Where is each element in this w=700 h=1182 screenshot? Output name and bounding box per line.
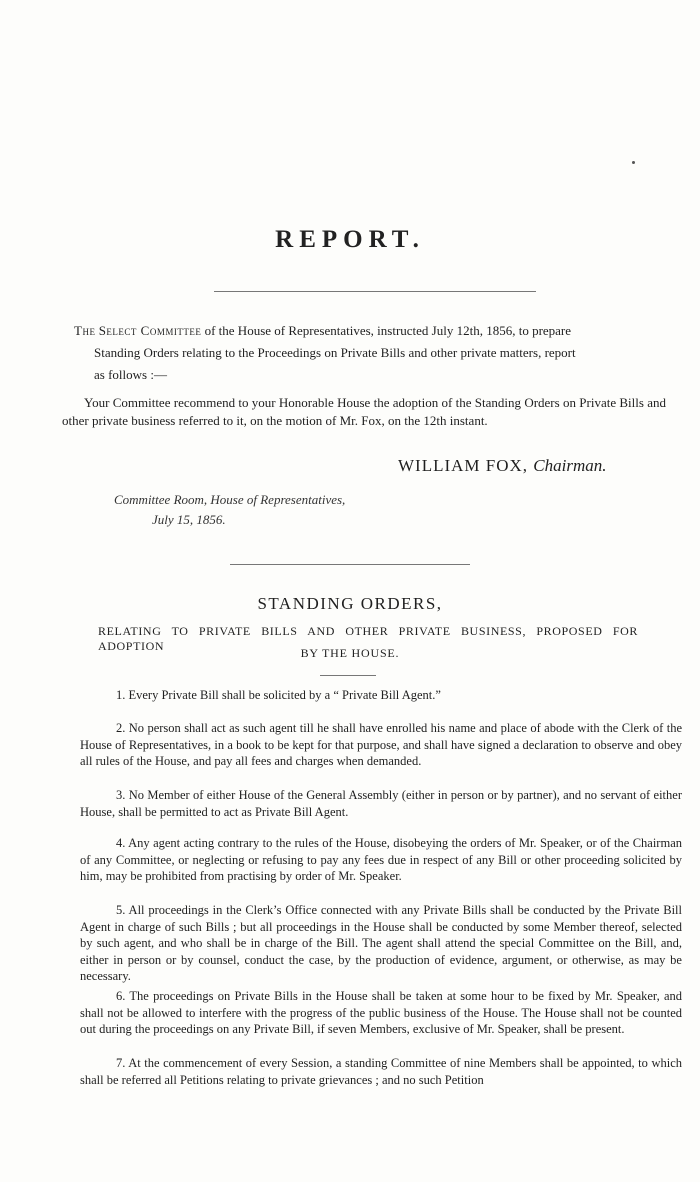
signature-block — [398, 456, 607, 476]
place-line2: July 15, 1856. — [152, 512, 226, 527]
order-item — [80, 787, 682, 820]
order-text: No Member of either House of the General Assembly (either in person or by partner), and no servant of either House, shall be permitted to act as Private Bill Agent. — [80, 788, 682, 819]
short-rule — [320, 675, 376, 676]
intro-lead: The — [74, 323, 96, 338]
order-number: 3. — [116, 788, 126, 802]
order-item — [80, 687, 682, 704]
section-rule — [230, 564, 470, 565]
standing-orders-subtitle: RELATING TO PRIVATE BILLS AND OTHER PRIVATE BUSINESS, PROPOSED FOR ADOPTION — [98, 624, 638, 653]
title-rule — [214, 291, 536, 292]
order-text: At the commencement of every Session, a standing Committee of nine Members shall be appointed, to which shall be referred all Petitions relating to private grievances ; and no such Petition — [80, 1056, 682, 1087]
order-text: No person shall act as such agent till he shall have enrolled his name and place of abode with the Clerk of the House of Representatives, in a book to be kept for that purpose, and shall have signed a declaration to observe and obey all rules of the House, and pay all fees and charges when demanded. — [80, 721, 682, 768]
order-item — [80, 835, 682, 885]
signer-name: WILLIAM FOX, — [398, 456, 529, 475]
order-item — [80, 1055, 682, 1088]
order-text: Any agent acting contrary to the rules of the House, disobeying the orders of Mr. Speaker, or of the Chairman of any Committee, or neglecting or refusing to pay any fees due in respect of any Bill or other proceeding solicited by him, may be prohibited from practising by order of Mr. Speaker. — [80, 836, 682, 883]
order-item — [80, 988, 682, 1038]
standing-orders-title: STANDING ORDERS, — [257, 594, 443, 613]
order-item — [80, 902, 682, 985]
report-title: REPORT. — [275, 226, 425, 253]
order-number: 5. — [116, 903, 126, 917]
order-number: 4. — [116, 836, 126, 850]
order-item — [80, 720, 682, 770]
intro-line2: Standing Orders relating to the Proceedings on Private Bills and other private matters, report — [94, 345, 576, 360]
order-text: All proceedings in the Clerk’s Office connected with any Private Bills shall be conducted by the Private Bill Agent in charge of such Bills ; but all proceedings in the House shall be conducted by some Member thereof, selected by such agent, and who shall be in charge of the Bill. The agent shall attend the special Committee on the Bill, and, either in person or by counsel, conduct the case, by the production of evidence, argument, or otherwise, as may be necessary. — [80, 903, 682, 983]
order-number: 6. — [116, 989, 126, 1003]
order-number: 1. — [116, 688, 126, 702]
standing-orders-subtitle-2: BY THE HOUSE. — [300, 646, 400, 660]
place-line1: Committee Room, House of Representatives, — [114, 492, 346, 507]
recommendation-paragraph: Your Committee recommend to your Honorable House the adoption of the Standing Orders on Private Bills and other private business referred to it, on the motion of Mr. Fox, on the 12th instant. — [62, 395, 666, 428]
order-text: Every Private Bill shall be solicited by a “ Private Bill Agent.” — [128, 688, 441, 702]
order-number: 7. — [116, 1056, 126, 1070]
intro-committee: Select Committee — [98, 323, 202, 338]
order-text: The proceedings on Private Bills in the House shall be taken at some hour to be fixed by Mr. Speaker, and shall not be allowed to interfere with the progress of the public business of the House. The House shall not be counted out during the proceedings on any Private Bill, if seven Members, exclusive of Mr. Speaker, shall be present. — [80, 989, 683, 1036]
speck-mark — [632, 161, 635, 164]
intro-line3: as follows :— — [94, 367, 167, 382]
intro-line1: of the House of Representatives, instructed July 12th, 1856, to prepare — [204, 323, 572, 338]
signer-role: Chairman. — [533, 456, 607, 475]
order-number: 2. — [116, 721, 126, 735]
intro-paragraph — [74, 320, 664, 386]
